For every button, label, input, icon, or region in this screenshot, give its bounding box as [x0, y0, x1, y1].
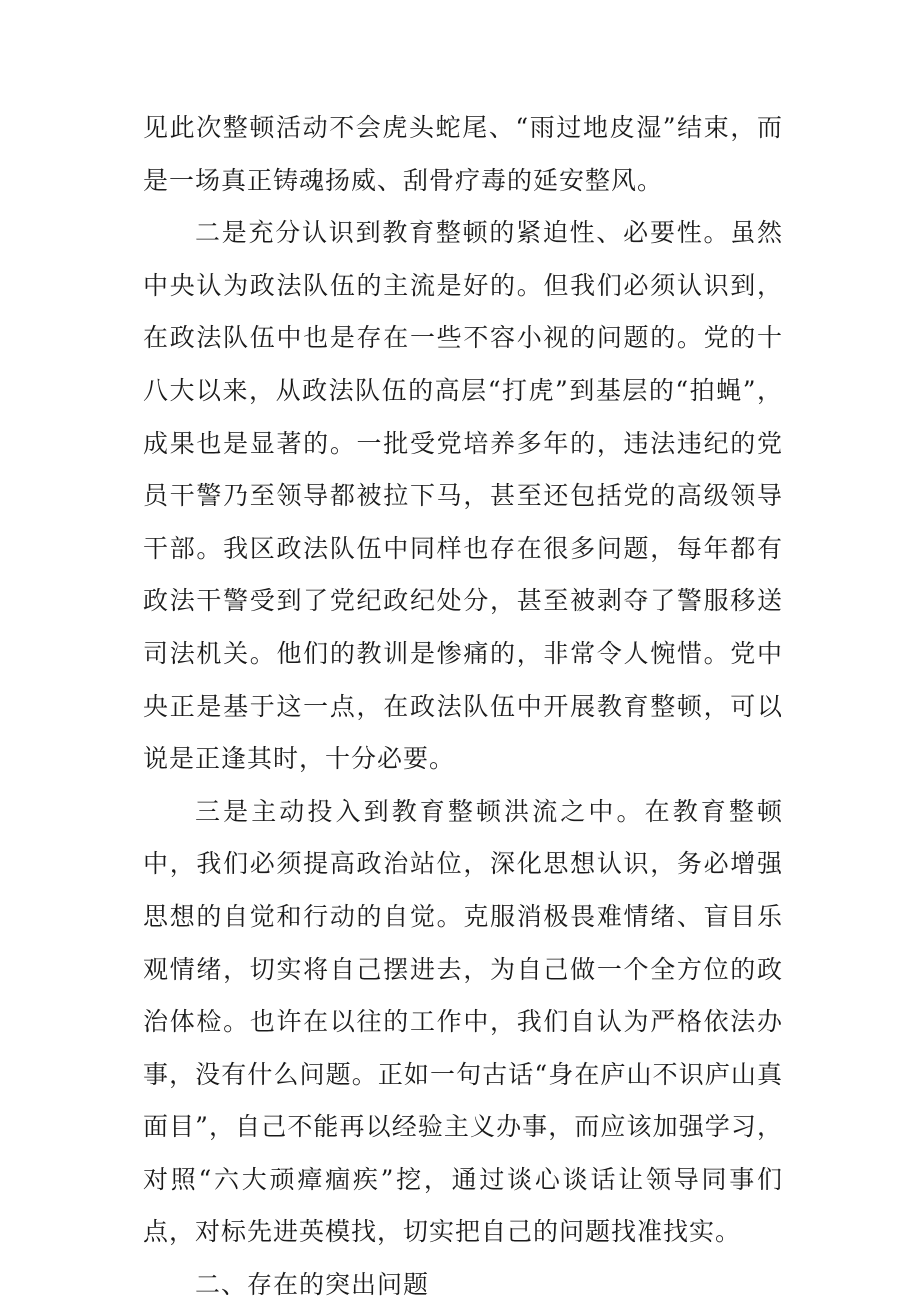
section-heading: 二、存在的突出问题 — [195, 1270, 430, 1300]
paragraph-continuation: 见此次整顿活动不会虎头蛇尾、“雨过地皮湿”结束，而是一场真正铸魂扬威、刮骨疗毒的延安整风。 — [143, 113, 783, 195]
document-body — [143, 102, 783, 1312]
paragraph-engagement: 三是主动投入到教育整顿洪流之中。在教育整顿中，我们必须提高政治站位，深化思想认识，务必增强思想的自觉和行动的自觉。克服消极畏难情绪、盲目乐观情绪，切实将自己摆进去，为自己做一个全方位的政治体检。也许在以往的工作中，我们自认为严格依法办事，没有什么问题。正如一句古话“身在庐山不识庐山真面目”，自己不能再以经验主义办事，而应该加强学习，对照“六大顽瘴痼疾”挖，通过谈心谈话让领导同事们点，对标先进英模找，切实把自己的问题找准找实。 — [143, 796, 783, 1247]
paragraph-urgency: 二是充分认识到教育整顿的紧迫性、必要性。虽然中央认为政法队伍的主流是好的。但我们必须认识到，在政法队伍中也是存在一些不容小视的问题的。党的十八大以来，从政法队伍的高层“打虎”到基层的“拍蝇”，成果也是显著的。一批受党培养多年的，违法违纪的党员干警乃至领导都被拉下马，甚至还包括党的高级领导干部。我区政法队伍中同样也存在很多问题，每年都有政法干警受到了党纪政纪处分，甚至被剥夺了警服移送司法机关。他们的教训是惨痛的，非常令人惋惜。党中央正是基于这一点，在政法队伍中开展教育整顿，可以说是正逢其时，十分必要。 — [143, 218, 783, 774]
